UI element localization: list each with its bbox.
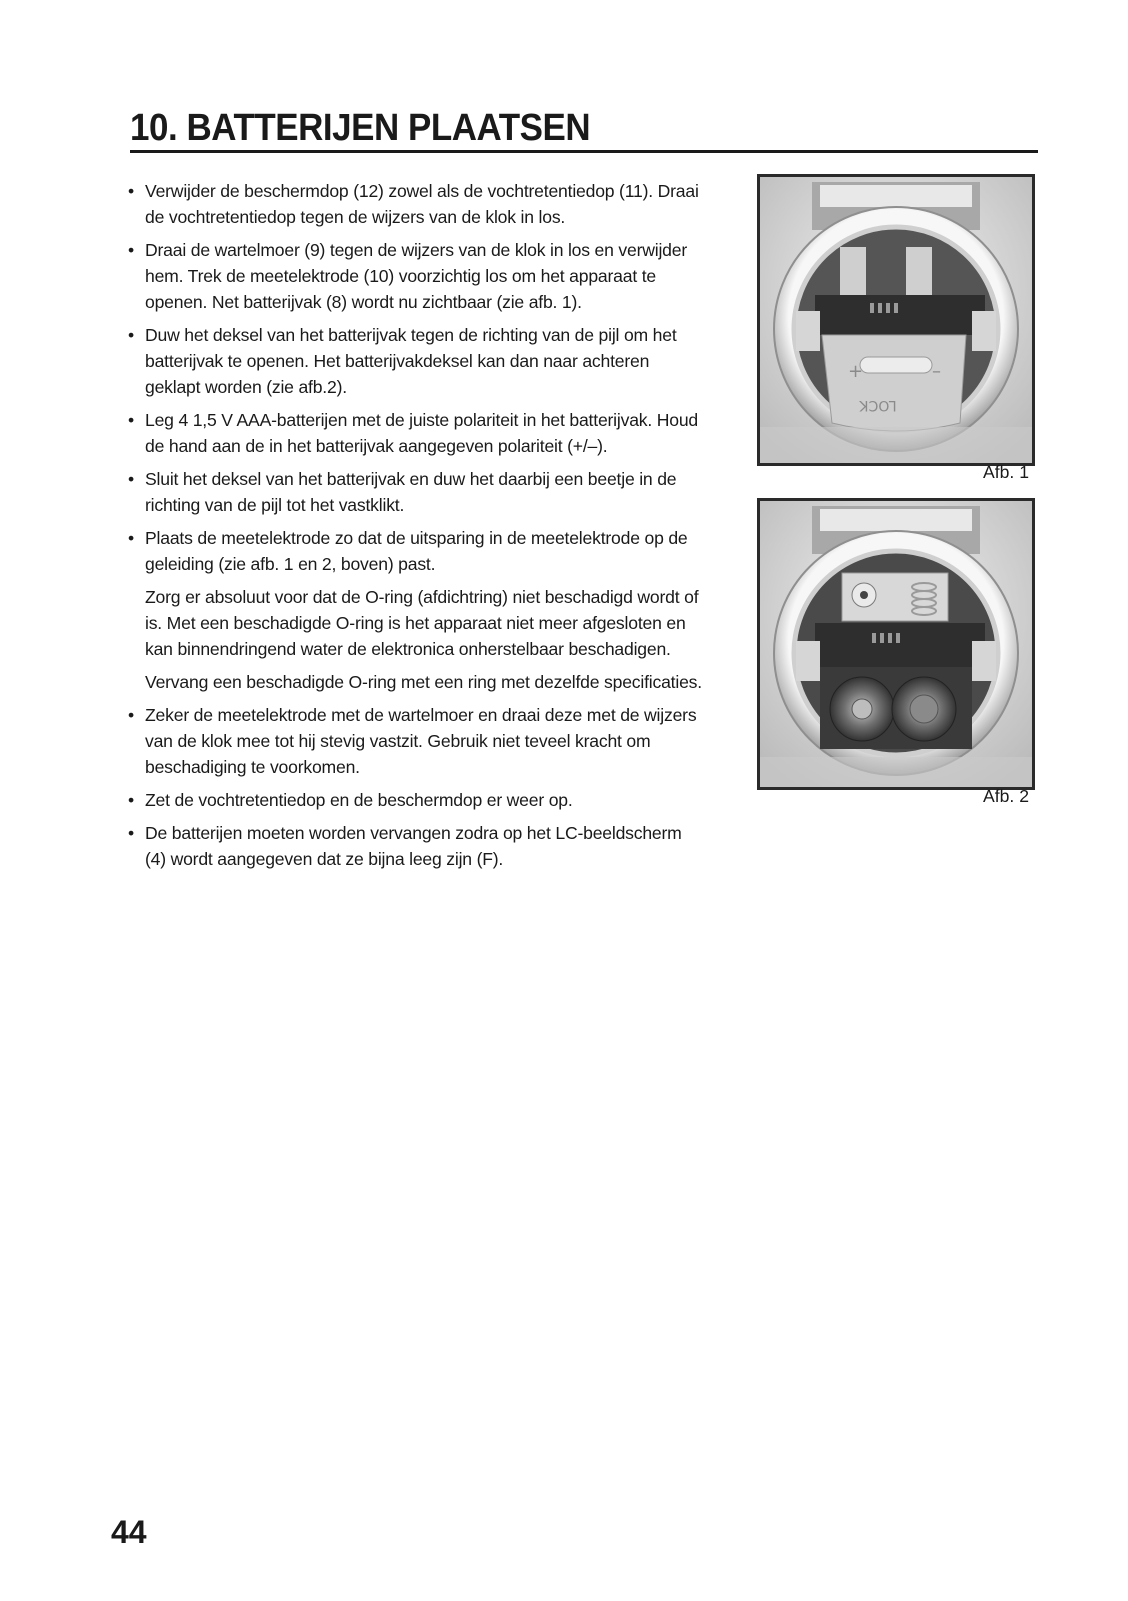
plus-mark: + (848, 361, 864, 382)
list-item: • Draai de wartelmoer (9) tegen de wijzers van de klok in los en verwijder hem. Trek de meetelektrode (10) voorzichtig los om het apparaat te openen. Net batterijvak (8) wordt nu zichtbaar (zie afb. 1). (127, 237, 707, 315)
instruction-list (127, 178, 707, 879)
section-heading: 10. BATTERIJEN PLAATSEN (130, 107, 591, 149)
list-item: • Plaats de meetelektrode zo dat de uitsparing in de meetelektrode op de geleiding (zie afb. 1 en 2, boven) past. (127, 525, 707, 577)
list-item: • Zet de vochtretentiedop en de beschermdop er weer op. (127, 787, 707, 813)
list-item: • De batterijen moeten worden vervangen zodra op het LC-beeldscherm (4) wordt aangegeven dat ze bijna leeg zijn (F). (127, 820, 707, 872)
figure-1-photo (757, 174, 1035, 466)
figure-1-caption: Afb. 1 (983, 462, 1029, 482)
figure-2-photo (757, 498, 1035, 790)
minus-mark: – (932, 361, 941, 382)
list-item: • Sluit het deksel van het batterijvak en duw het daarbij een beetje in de richting van de pijl tot het vastklikt. (127, 466, 707, 518)
list-item: • Leg 4 1,5 V AAA-batterijen met de juiste polariteit in het batterijvak. Houd de hand aan de in het batterijvak aangegeven polariteit (+/–). (127, 407, 707, 459)
figure-2-caption: Afb. 2 (983, 786, 1029, 806)
list-note: Vervang een beschadigde O-ring met een ring met dezelfde specificaties. (145, 672, 702, 692)
list-item: • Duw het deksel van het batterijvak tegen de richting van de pijl om het batterijvak te openen. Het batterijvakdeksel kan dan naar achteren geklapt worden (zie afb.2). (127, 322, 707, 400)
list-item: • Zeker de meetelektrode met de wartelmoer en draai deze met de wijzers van de klok mee tot hij stevig vastzit. Gebruik niet teveel kracht om beschadiging te voorkomen. (127, 702, 707, 780)
heading-rule (130, 150, 1038, 153)
list-item: • Verwijder de beschermdop (12) zowel als de vochtretentiedop (11). Draai de vochtretentiedop tegen de wijzers van de klok in los. (127, 178, 707, 230)
list-note: Zorg er absoluut voor dat de O-ring (afdichtring) niet beschadigd wordt of is. Met een beschadigde O-ring is het apparaat niet meer afgesloten en kan binnendringend water de elektronica onherstelbaar beschadigen. (145, 587, 699, 659)
page-number: 44 (111, 1514, 147, 1550)
lock-label: LOCK (859, 397, 897, 413)
